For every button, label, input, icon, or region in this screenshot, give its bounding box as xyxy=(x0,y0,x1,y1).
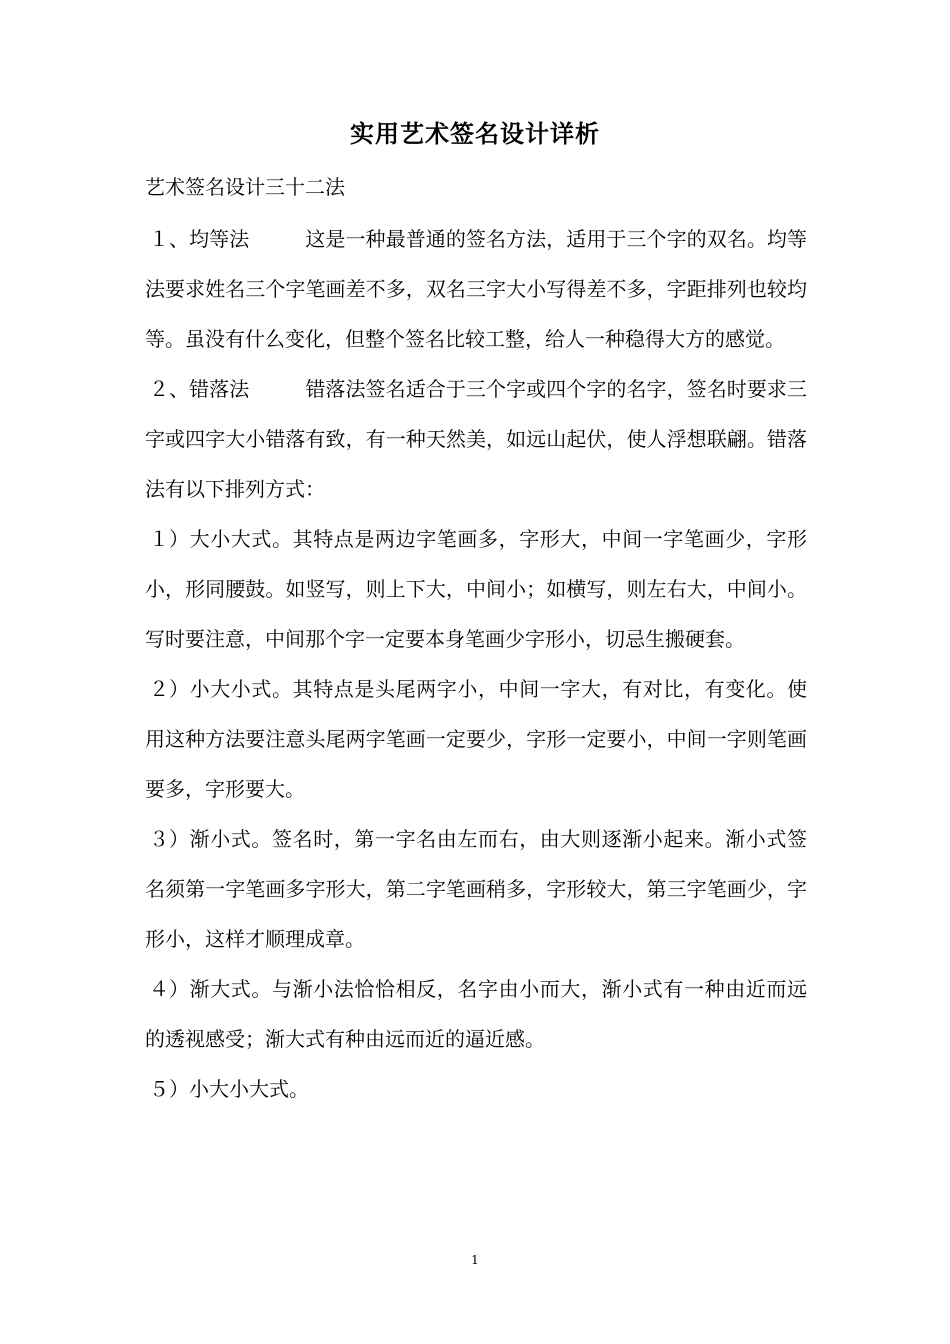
paragraph-number: ４） xyxy=(149,977,189,1001)
paragraph-4 xyxy=(145,664,807,814)
paragraph-number: １、 xyxy=(149,227,189,251)
paragraph-7 xyxy=(145,1064,807,1114)
paragraph-heading: 错落法 xyxy=(189,377,250,401)
paragraph-text: 小大小大式。 xyxy=(189,1077,309,1101)
paragraph-number: ５） xyxy=(149,1077,189,1101)
paragraph-number: ３） xyxy=(149,827,189,851)
paragraph-text: 渐大式。与渐小法恰恰相反，名字由小而大，渐小式有一种由近而远的透视感受；渐大式有种由远而近的逼近感。 xyxy=(145,977,807,1051)
paragraph-5 xyxy=(145,814,807,964)
paragraph-number: ２） xyxy=(149,677,189,701)
paragraph-3 xyxy=(145,514,807,664)
paragraph-text: 渐小式。签名时，第一字名由左而右，由大则逐渐小起来。渐小式签名须第一字笔画多字形大，第二字笔画稍多，字形较大，第三字笔画少，字形小，这样才顺理成章。 xyxy=(145,827,807,951)
paragraph-text: 小大小式。其特点是头尾两字小，中间一字大，有对比，有变化。使用这种方法要注意头尾两字笔画一定要少，字形一定要小，中间一字则笔画要多，字形要大。 xyxy=(145,677,807,801)
paragraph-number: １） xyxy=(149,527,189,551)
paragraph-heading: 均等法 xyxy=(189,227,250,251)
paragraph-1 xyxy=(145,214,807,364)
document-body xyxy=(145,214,807,1114)
paragraph-2 xyxy=(145,364,807,514)
paragraph-text: 大小大式。其特点是两边字笔画多，字形大，中间一字笔画少，字形小，形同腰鼓。如竖写，则上下大，中间小；如横写，则左右大，中间小。写时要注意，中间那个字一定要本身笔画少字形小，切忌生搬硬套。 xyxy=(145,527,807,651)
document-subtitle: 艺术签名设计三十二法 xyxy=(145,175,345,199)
paragraph-text: 错落法签名适合于三个字或四个字的名字，签名时要求三字或四字大小错落有致，有一种天然美，如远山起伏，使人浮想联翩。错落法有以下排列方式： xyxy=(145,377,808,501)
paragraph-6 xyxy=(145,964,807,1064)
paragraph-number: ２、 xyxy=(149,377,189,401)
page-number: 1 xyxy=(471,1253,479,1267)
paragraph-text: 这是一种最普通的签名方法，适用于三个字的双名。均等法要求姓名三个字笔画差不多，双名三字大小写得差不多，字距排列也较均等。虽没有什么变化，但整个签名比较工整，给人一种稳得大方的感觉。 xyxy=(145,227,808,351)
document-title: 实用艺术签名设计详析 xyxy=(350,120,600,148)
